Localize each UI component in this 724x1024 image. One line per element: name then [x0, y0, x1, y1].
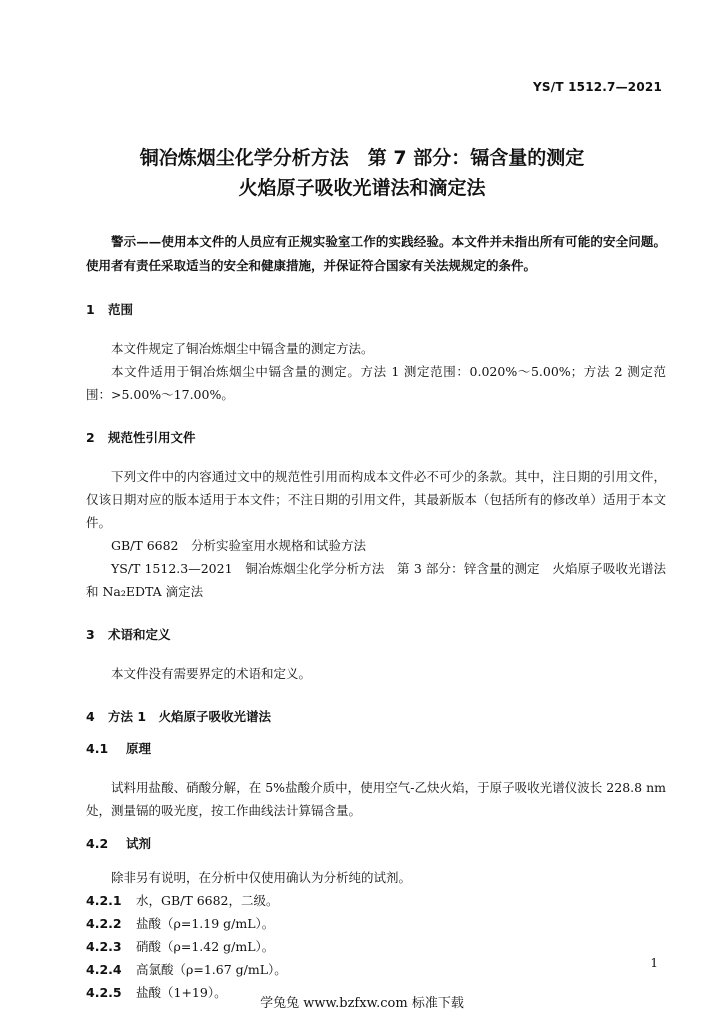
section-title: 范围 — [108, 302, 134, 317]
principle-paragraph: 试料用盐酸、硝酸分解，在 5%盐酸介质中，使用空气-乙炔火焰，于原子吸收光谱仪波长 228.8 nm 处，测量镉的吸光度，按工作曲线法计算镉含量。 — [86, 780, 666, 818]
warning-paragraph: 警示——使用本文件的人员应有正规实验室工作的实践经验。本文件并未指出所有可能的安全问题。使用者有责任采取适当的安全和健康措施，并保证符合国家有关法规规定的条件。 — [86, 234, 666, 273]
reagent-text: 盐酸（1+19）。 — [136, 985, 227, 1000]
terms-paragraph: 本文件没有需要界定的术语和定义。 — [111, 666, 312, 681]
reagent-number: 4.2.2 — [86, 916, 122, 931]
reagent-number: 4.2.5 — [86, 985, 122, 1000]
title-line-2: 火焰原子吸收光谱法和滴定法 — [238, 177, 486, 199]
standard-code: YS/T 1512.7—2021 — [533, 80, 662, 94]
section-4-heading — [86, 707, 666, 727]
document-body — [86, 226, 666, 1004]
reference-item: YS/T 1512.3—2021 铜冶炼烟尘化学分析方法 第 3 部分：锌含量的测定 火焰原子吸收光谱法和 Na₂EDTA 滴定法 — [86, 561, 666, 599]
section-title: 试剂 — [126, 836, 152, 851]
reagent-text: 盐酸（ρ=1.19 g/mL）。 — [136, 916, 275, 931]
section-number: 4 — [86, 709, 95, 724]
reagent-item — [86, 912, 666, 935]
section-title: 术语和定义 — [108, 627, 171, 642]
section-4-2-heading — [86, 834, 666, 854]
section-number: 2 — [86, 430, 95, 445]
section-2-heading — [86, 428, 666, 448]
download-watermark-footer[interactable]: 学兔兔 www.bzfxw.com 标准下载 — [260, 996, 464, 1011]
reagent-item — [86, 958, 666, 981]
section-3-heading — [86, 625, 666, 645]
section-number: 4.1 — [86, 741, 109, 756]
section-number: 3 — [86, 627, 95, 642]
page-number: 1 — [650, 956, 658, 970]
reagent-item — [86, 889, 666, 912]
reagent-number: 4.2.4 — [86, 962, 122, 977]
reagent-text: 高氯酸（ρ=1.67 g/mL）。 — [136, 962, 287, 977]
reagent-item — [86, 935, 666, 958]
section-title: 方法 1 火焰原子吸收光谱法 — [108, 709, 272, 724]
scope-paragraph-1: 本文件规定了铜冶炼烟尘中镉含量的测定方法。 — [111, 341, 374, 356]
document-title — [0, 143, 724, 203]
reagent-number: 4.2.3 — [86, 939, 122, 954]
reference-item: GB/T 6682 分析实验室用水规格和试验方法 — [111, 538, 367, 553]
title-line-1: 铜冶炼烟尘化学分析方法 第 7 部分：镉含量的测定 — [139, 147, 585, 169]
references-intro-paragraph: 下列文件中的内容通过文中的规范性引用而构成本文件必不可少的条款。其中，注日期的引用文件，仅该日期对应的版本适用于本文件；不注日期的引用文件，其最新版本（包括所有的修改单）适用于本文件。 — [86, 469, 666, 530]
reagents-intro-paragraph: 除非另有说明，在分析中仅使用确认为分析纯的试剂。 — [111, 870, 412, 885]
section-number: 1 — [86, 302, 95, 317]
section-1-heading — [86, 300, 666, 320]
reagent-text: 硝酸（ρ=1.42 g/mL）。 — [136, 939, 275, 954]
reagent-number: 4.2.1 — [86, 893, 122, 908]
scope-paragraph-2: 本文件适用于铜冶炼烟尘中镉含量的测定。方法 1 测定范围：0.020%～5.00%；方法 2 测定范围：>5.00%～17.00%。 — [86, 364, 666, 402]
section-title: 原理 — [126, 741, 152, 756]
section-4-1-heading — [86, 739, 666, 759]
section-number: 4.2 — [86, 836, 109, 851]
section-title: 规范性引用文件 — [108, 430, 196, 445]
reagent-text: 水，GB/T 6682，二级。 — [136, 893, 279, 908]
